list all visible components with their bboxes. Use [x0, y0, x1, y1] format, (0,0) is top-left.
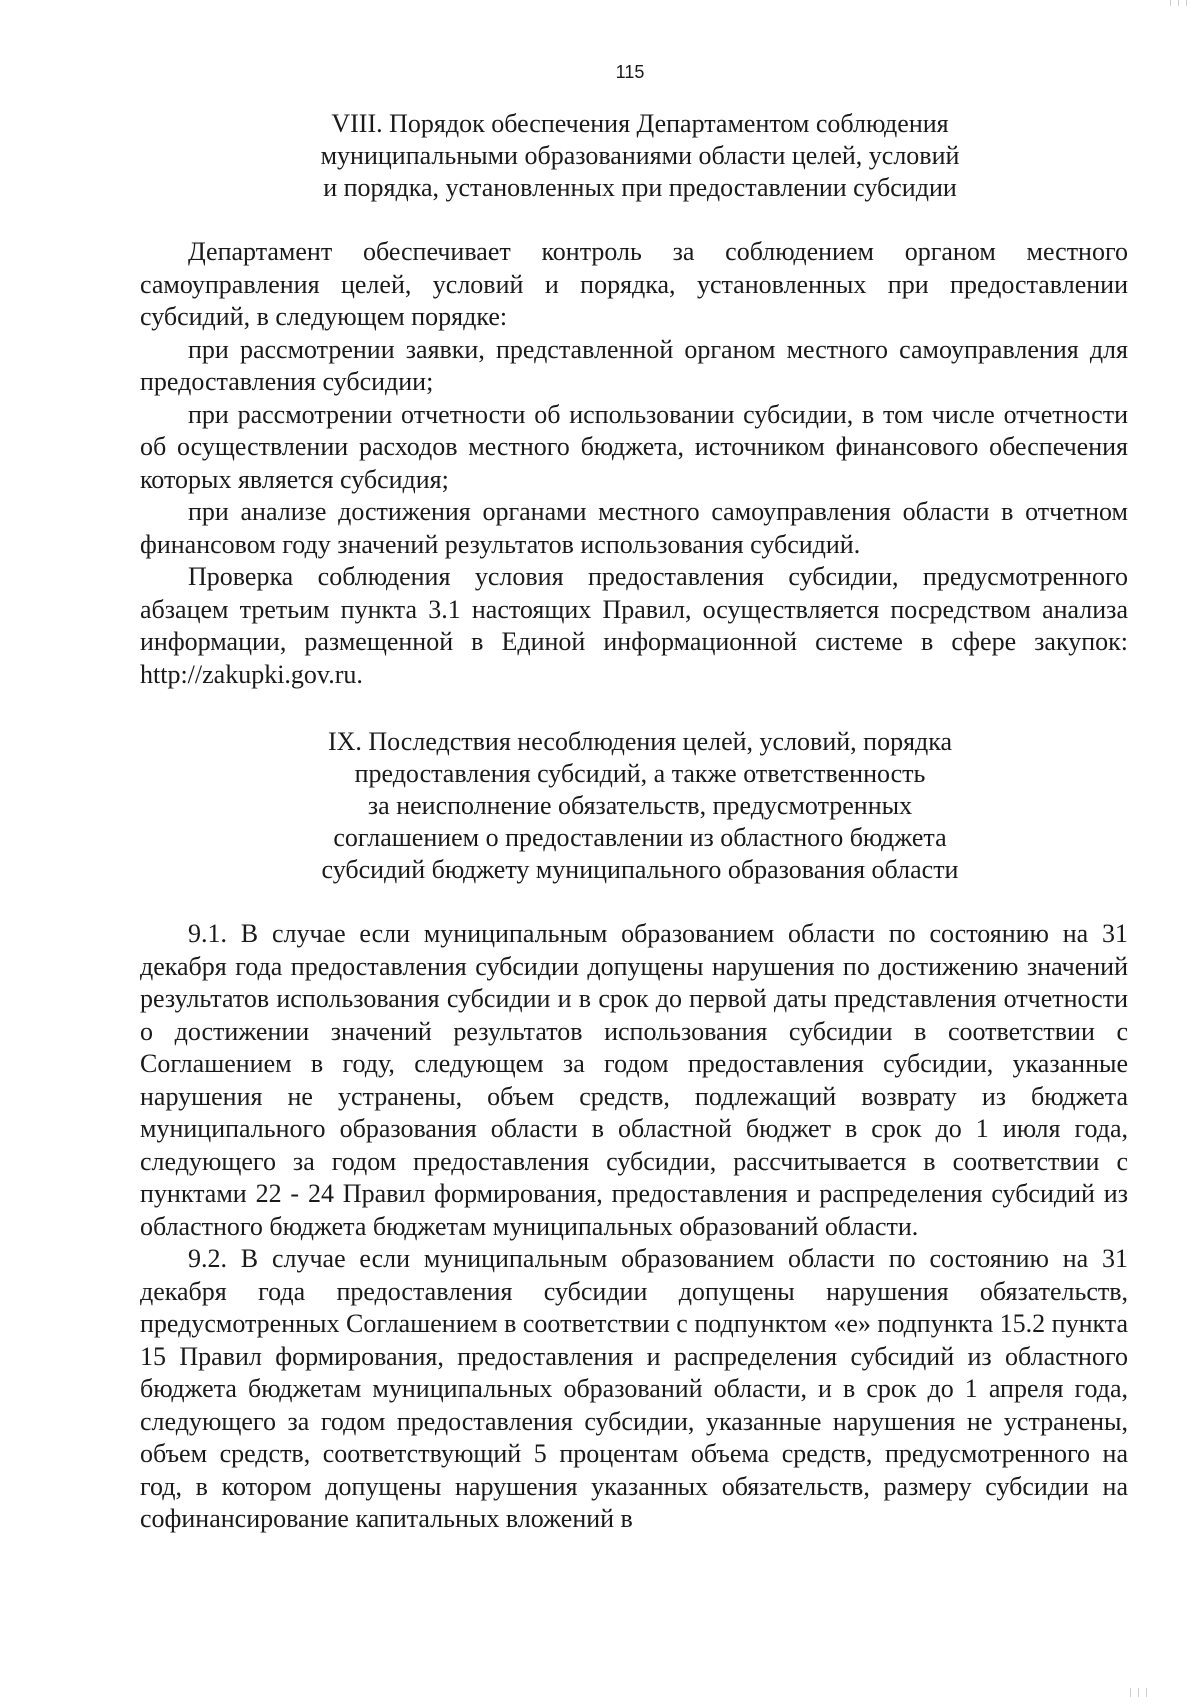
scan-edge-mark [1138, 1688, 1139, 1697]
page-number: 115 [615, 62, 645, 82]
scan-edge-mark [1146, 1688, 1147, 1697]
heading-line: за неисполнение обязательств, предусмотренных [367, 791, 913, 820]
paragraph: Проверка соблюдения условия предоставления субсидии, предусмотренного абзацем третьим пункта 3.1 настоящих Правил, осуществляется посредством анализа информации, размещенной в Единой информационной системе в сфере закупок: http://zakupki.gov.ru. [140, 562, 1128, 689]
heading-line: субсидий бюджету муниципального образования области [321, 855, 959, 884]
scan-edge-mark [1130, 1688, 1131, 1697]
paragraph: при рассмотрении заявки, представленной органом местного самоуправления для предоставления субсидии; [140, 334, 1128, 396]
section-8-heading [140, 108, 1140, 204]
paragraph: при рассмотрении отчетности об использовании субсидии, в том числе отчетности об осуществлении расходов местного бюджета, источником финансового обеспечения которых является субсидия; [140, 399, 1128, 494]
heading-line: муниципальными образованиями области целей, условий [320, 141, 960, 170]
paragraph: 9.2. В случае если муниципальным образованием области по состоянию на 31 декабря года предоставления субсидии допущены нарушения обязательств, предусмотренных Соглашением в соответствии с подпунктом «е» подпункта 15.2 пункта 15 Правил формирования, предоставления и распределения субсидий из областного бюджета бюджетам муниципальных образований области, и в срок до 1 апреля года, следующего за годом предоставления субсидии, указанные нарушения не устранены, объем средств, соответствующий 5 процентам объема средств, предусмотренного на год, в котором допущены нарушения указанных обязательств, размеру субсидии на софинансирование капитальных вложений в [140, 1244, 1128, 1533]
paragraph: Департамент обеспечивает контроль за соблюдением органом местного самоуправления целей, условий и порядка, установленных при предоставлении субсидий, в следующем порядке: [140, 237, 1128, 331]
heading-line: и порядка, установленных при предоставлении субсидии [323, 173, 957, 202]
heading-line: VIII. Порядок обеспечения Департаментом соблюдения [331, 109, 949, 138]
scan-edge-mark [1186, 0, 1187, 6]
heading-line: IX. Последствия несоблюдения целей, условий, порядка [327, 727, 953, 756]
scan-edge-mark [1170, 0, 1171, 6]
section-8-body [140, 236, 1128, 691]
heading-line: соглашением о предоставлении из областного бюджета [333, 823, 947, 852]
paragraph: 9.1. В случае если муниципальным образованием области по состоянию на 31 декабря года предоставления субсидии допущены нарушения по достижению значений результатов использования субсидии и в срок до первой даты представления отчетности о достижении значений результатов использования субсидии в соответствии с Соглашением в году, следующем за годом предоставления субсидии, указанные нарушения не устранены, объем средств, подлежащий возврату из бюджета муниципального образования области в областной бюджет в срок до 1 июля года, следующего за годом предоставления субсидии, рассчитывается в соответствии с пунктами 22 - 24 Правил формирования, предоставления и распределения субсидий из областного бюджета бюджетам муниципальных образований области. [140, 919, 1128, 1241]
section-9-body [140, 918, 1128, 1536]
section-9-heading [140, 726, 1140, 886]
scan-edge-mark [1178, 0, 1179, 6]
heading-line: предоставления субсидий, а также ответственность [354, 759, 926, 788]
paragraph: при анализе достижения органами местного самоуправления области в отчетном финансовом году значений результатов использования субсидий. [140, 497, 1128, 559]
